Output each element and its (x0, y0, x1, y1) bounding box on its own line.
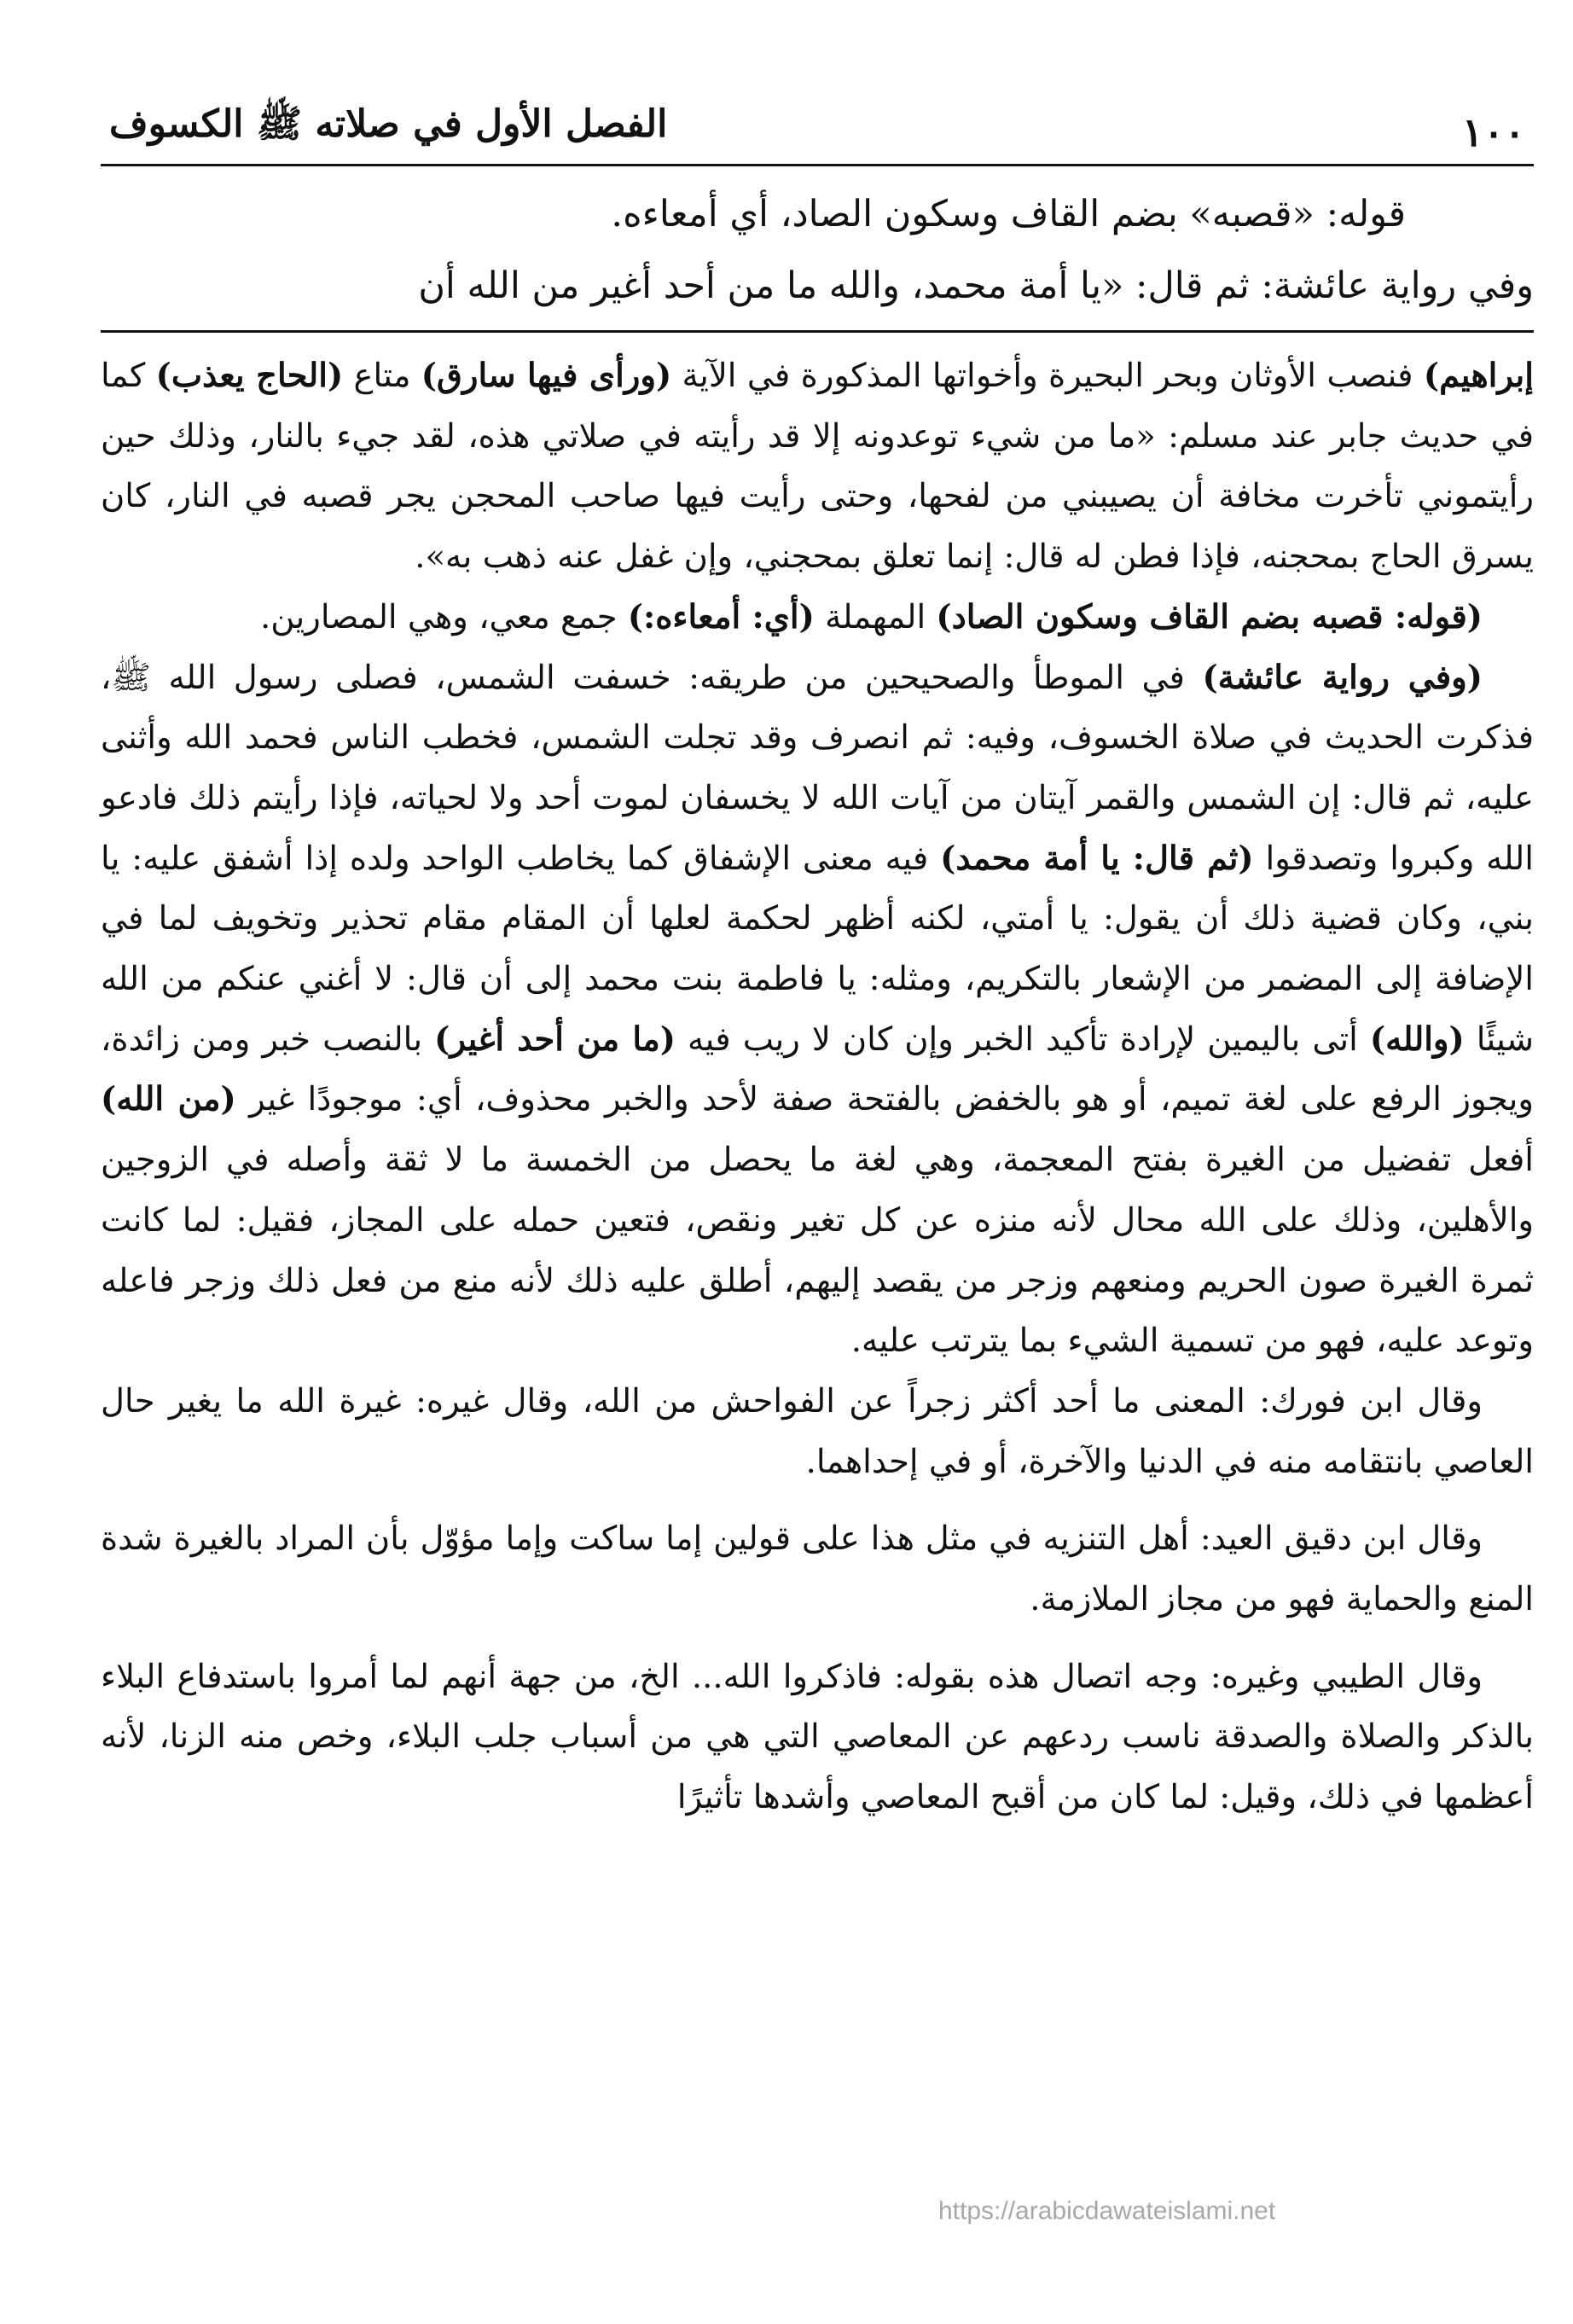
quoted-phrase: (ما من أحد أغير) (434, 1020, 676, 1059)
matn-line-2: وفي رواية عائشة: ثم قال: «يا أمة محمد، والله ما من أحد أغير من الله أن (418, 264, 1534, 307)
commentary-paragraph-4: وقال ابن فورك: المعنى ما أحد أكثر زجراً عن الفواحش من الله، وقال غيره: غيرة الله ما يغير حال العاصي بانتقامه منه في الدنيا والآخرة، أو في إحداهما. (101, 1381, 1534, 1481)
commentary-paragraph-1 (101, 346, 1534, 588)
quoted-phrase: (ورأى فيها سارق) (421, 357, 672, 395)
quoted-phrase: (من الله) (101, 1080, 236, 1119)
quoted-phrase: (الحاج يعذب) (155, 357, 344, 395)
commentary-text: فيه معنى الإشفاق كما يخاطب الواحد ولده إذا أشفق عليه: يا بني، وكان قضية ذلك أن يقول: يا أمتي، لكنه أظهر لحكمة لعلها أن المقام مقام تحذير وتخويف لما في الإضافة إلى المضمر من الإشعار بالتكريم، ومثله: يا فاطمة بنت محمد إلى أن قال: لا أغني عنكم من الله شيئًا (101, 839, 1534, 1059)
quoted-phrase: (قوله: قصبه بضم القاف وسكون الصاد) (936, 597, 1483, 636)
quoted-phrase: (وفي رواية عائشة) (1202, 658, 1483, 697)
commentary-text: أفعل تفضيل من الغيرة بفتح المعجمة، وهي لغة ما يحصل من الخمسة ما لا ثقة وأصله في الزوجين والأهلين، وذلك على الله محال لأنه منزه عن كل تغير ونقص، فتعين حمله على المجاز، فقيل: لما كانت ثمرة الغيرة صون الحريم ومنعهم وزجر من يقصد إليهم، أطلق عليه ذلك لأنه منع من فعل ذلك وزجر فاعله وتوعد عليه، فهو من تسمية الشيء بما يترتب عليه. (101, 1141, 1534, 1361)
commentary-paragraph-5: وقال ابن دقيق العيد: أهل التنزيه في مثل هذا على قولين إما ساكت وإما مؤوّل بأن المراد بالغيرة شدة المنع والحماية فهو من مجاز الملازمة. (101, 1519, 1534, 1619)
commentary-text: فنصب الأوثان وبحر البحيرة وأخواتها المذكورة في الآية (671, 357, 1424, 395)
matn-section (101, 178, 1534, 322)
commentary-paragraph-2 (101, 588, 1534, 648)
commentary-text: جمع معي، وهي المصارين. (259, 597, 628, 636)
watermark-url: https://arabicdawateislami.net (938, 2197, 1276, 2225)
matn-line-1: قوله: «قصبه» بضم القاف وسكون الصاد، أي أمعاءه. (611, 193, 1406, 235)
page-header (101, 85, 1534, 155)
commentary-text: في الموطأ والصحيحين من طريقه: خسفت الشمس، فصلى رسول الله ﷺ، فذكرت الحديث في صلاة الخسوف، وفيه: ثم انصرف وقد تجلت الشمس، فخطب الناس فحمد الله وأثنى عليه، ثم قال: إن الشمس والقمر آيتان من آيات الله لا يخسفان لموت أحد ولا لحياته، فإذا رأيتم ذلك فادعو الله وكبروا وتصدقوا (101, 658, 1534, 878)
page-number: ١٠٠ (1461, 109, 1525, 155)
commentary-text: كما في حديث جابر عند مسلم: «ما من شيء توعدونه إلا قد رأيته في صلاتي هذه، لقد جيء بالنار، وذلك حين رأيتموني تأخرت مخافة أن يصيبني من لفحها، وحتى رأيت فيها صاحب المحجن يجر قصبه في النار، كان يسرق الحاج بمحجنه، فإذا فطن له قال: إنما تعلق بمحجني، وإن غفل عنه ذهب به». (101, 357, 1534, 577)
quoted-phrase: إبراهيم) (1423, 357, 1534, 395)
running-title: الفصل الأول في صلاته ﷺ الكسوف (109, 102, 668, 146)
commentary-section (101, 346, 1534, 1828)
quoted-phrase: (أي: أمعاءه:) (627, 597, 815, 636)
matn-divider (101, 330, 1534, 333)
commentary-text: أتى باليمين لإرادة تأكيد الخبر وإن كان لا ريب فيه (675, 1020, 1370, 1059)
book-page (101, 85, 1534, 1828)
commentary-text: بالنصب خبر ومن زائدة، ويجوز الرفع على لغة تميم، أو هو بالخفض بالفتحة صفة لأحد والخبر محذوف، أي: موجودًا غير (101, 1020, 1534, 1119)
commentary-text: متاع (343, 357, 421, 395)
commentary-text: المهملة (814, 597, 937, 636)
quoted-phrase: (والله) (1369, 1020, 1465, 1059)
commentary-paragraph-6: وقال الطيبي وغيره: وجه اتصال هذه بقوله: فاذكروا الله... الخ، من جهة أنهم لما أمروا باستدفاع البلاء بالذكر والصلاة والصدقة ناسب ردعهم عن المعاصي التي هي من أسباب جلب البلاء، وخص منه الزنا، لأنه أعظمها في ذلك، وقيل: لما كان من أقبح المعاصي وأشدها تأثيرًا (101, 1657, 1534, 1817)
commentary-paragraph-3 (101, 648, 1534, 1372)
quoted-phrase: (ثم قال: يا أمة محمد) (940, 839, 1254, 878)
header-rule (101, 164, 1534, 166)
